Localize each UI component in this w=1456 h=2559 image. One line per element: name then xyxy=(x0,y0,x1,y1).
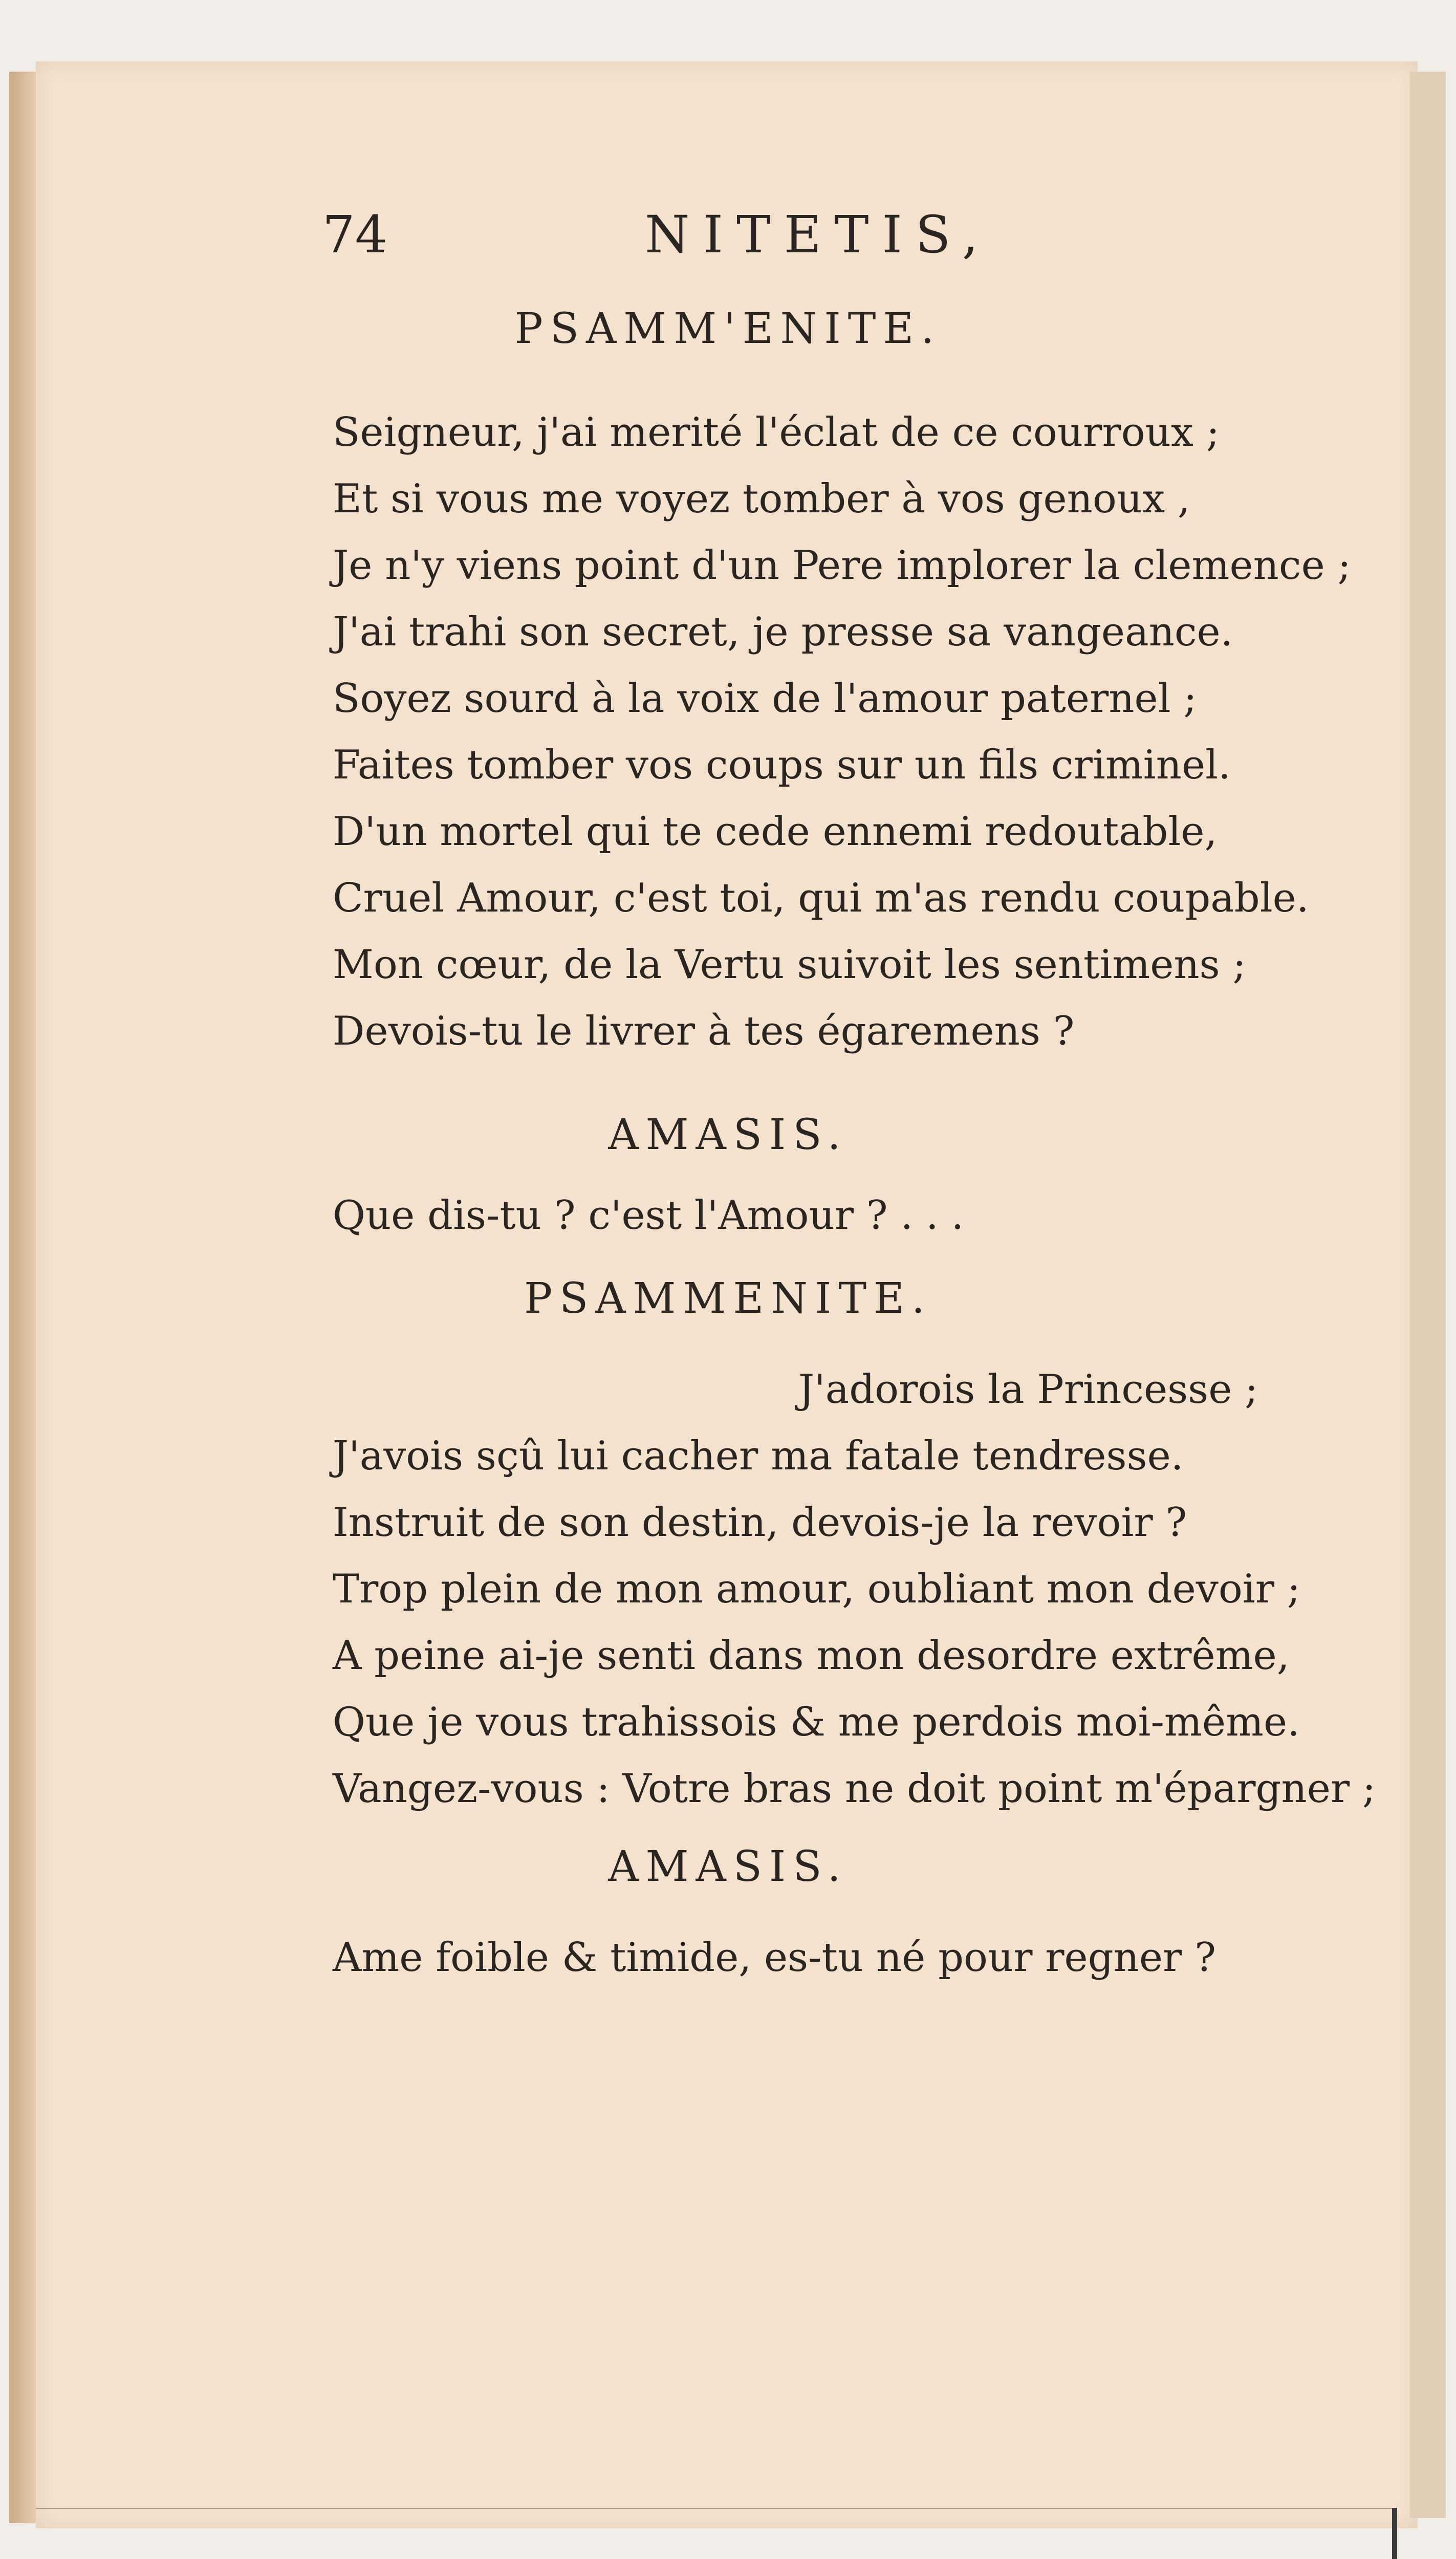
verse-line: D'un mortel qui te cede ennemi redoutable, xyxy=(333,809,1218,855)
verse-line: Cruel Amour, c'est toi, qui m'as rendu coupable. xyxy=(333,875,1309,921)
verse-line: J'adorois la Princesse ; xyxy=(798,1367,1258,1413)
bottom-rule xyxy=(36,2508,1392,2509)
verse-line: Instruit de son destin, devois-je la revoir ? xyxy=(333,1500,1187,1546)
verse-line: Que je vous trahissois & me perdois moi-même. xyxy=(333,1699,1300,1745)
speaker-heading: AMASIS. xyxy=(608,1842,848,1891)
verse-line: Mon cœur, de la Vertu suivoit les sentimens ; xyxy=(333,942,1246,988)
running-title: NITETIS, xyxy=(645,205,992,265)
speaker-heading: PSAMMENITE. xyxy=(524,1274,932,1323)
speaker-heading: AMASIS. xyxy=(608,1111,848,1159)
page-header xyxy=(0,205,1456,266)
verse-line: A peine ai-je senti dans mon desordre extrême, xyxy=(333,1633,1290,1679)
verse-line: Seigneur, j'ai merité l'éclat de ce courroux ; xyxy=(333,409,1220,456)
verse-line: Soyez sourd à la voix de l'amour paternel ; xyxy=(333,676,1197,722)
page-number: 74 xyxy=(322,205,388,265)
verse-line: J'avois sçû lui cacher ma fatale tendresse. xyxy=(333,1433,1184,1479)
verse-line: Devois-tu le livrer à tes égaremens ? xyxy=(333,1008,1075,1054)
verse-line: Que dis-tu ? c'est l'Amour ? . . . xyxy=(333,1192,964,1239)
verse-line: Faites tomber vos coups sur un fils criminel. xyxy=(333,742,1231,788)
verse-line: Et si vous me voyez tomber à vos genoux , xyxy=(333,476,1190,522)
scan-edge-mark xyxy=(1392,2508,1397,2559)
verse-line: Ame foible & timide, es-tu né pour regner ? xyxy=(333,1935,1216,1981)
verse-line: J'ai trahi son secret, je presse sa vangeance. xyxy=(333,609,1233,655)
verse-line: Vangez-vous : Votre bras ne doit point m'épargner ; xyxy=(333,1766,1376,1812)
speaker-heading: PSAMM'ENITE. xyxy=(514,305,942,353)
verse-line: Trop plein de mon amour, oubliant mon devoir ; xyxy=(333,1566,1301,1612)
verse-line: Je n'y viens point d'un Pere implorer la clemence ; xyxy=(333,543,1351,589)
